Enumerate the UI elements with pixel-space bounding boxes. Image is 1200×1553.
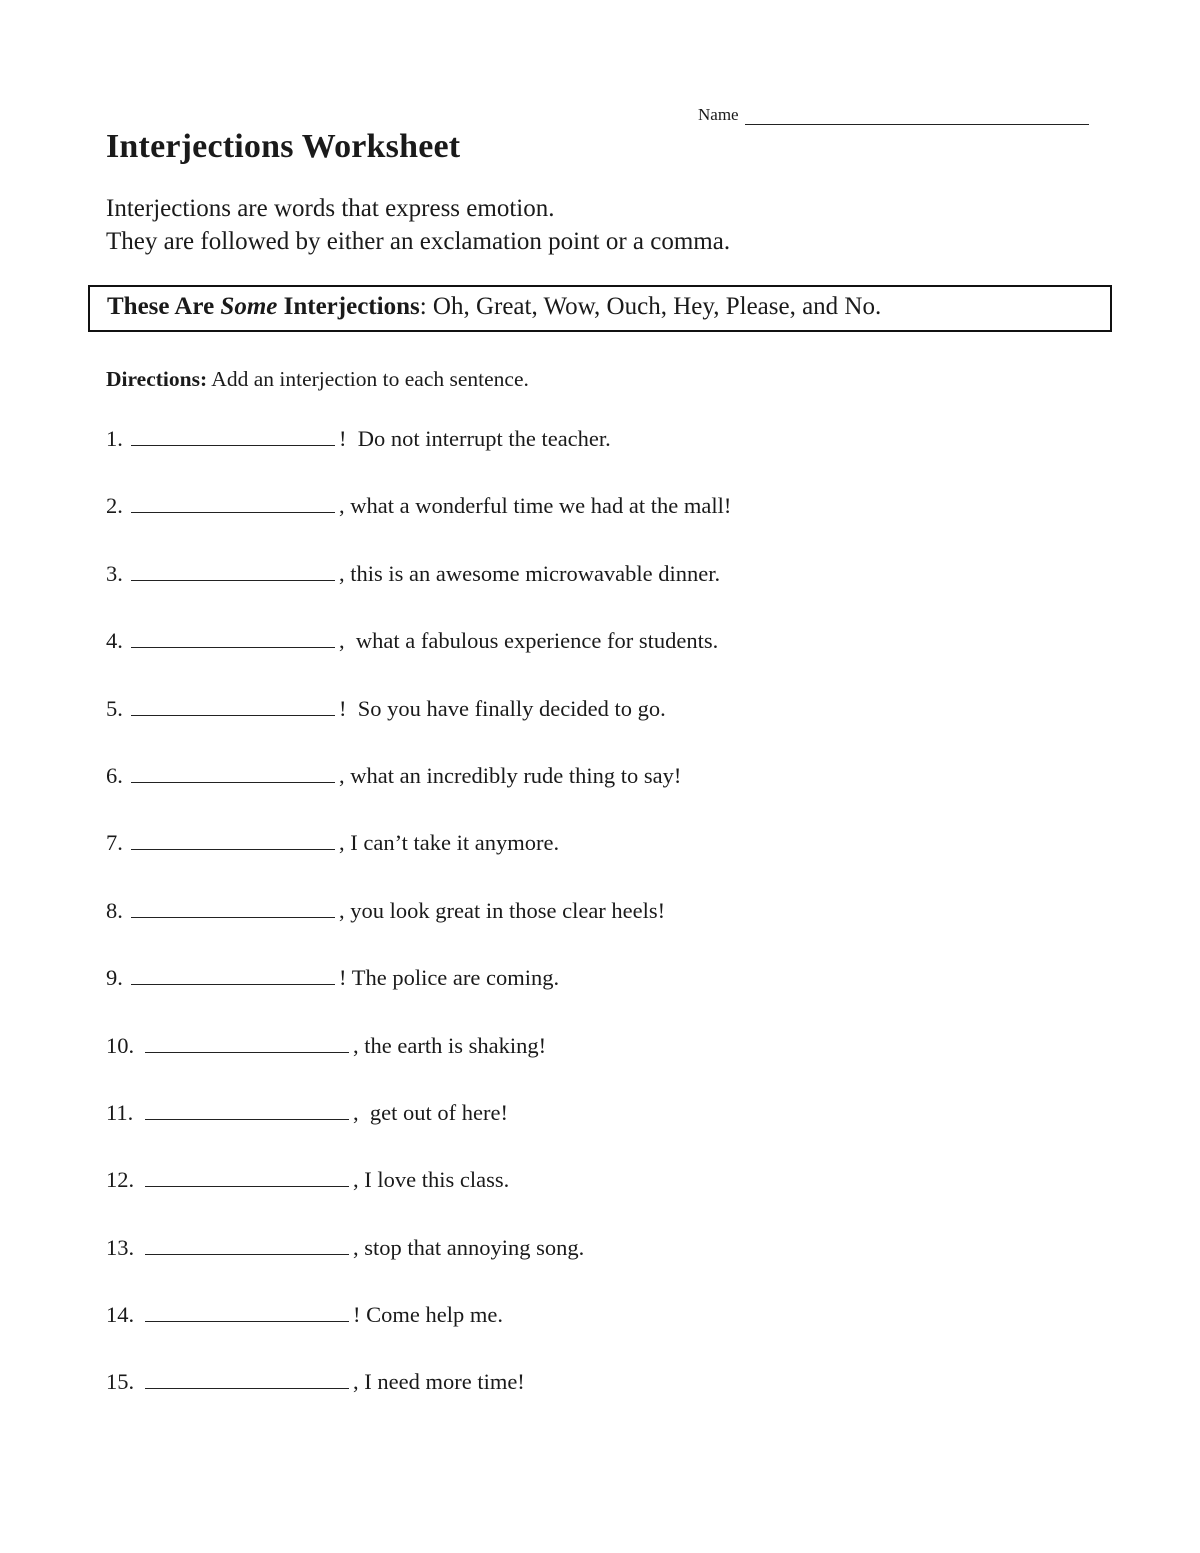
item-sentence: , I need more time! [353, 1369, 525, 1395]
exercise-item [106, 1302, 731, 1369]
item-number: 13. [106, 1234, 135, 1260]
item-number: 2. [106, 493, 123, 519]
exercise-item [106, 1167, 731, 1234]
exercise-item [106, 696, 731, 763]
answer-blank[interactable] [131, 629, 335, 648]
exercise-item [106, 830, 731, 897]
intro-line-2: They are followed by either an exclamation point or a comma. [106, 228, 731, 255]
box-label-italic: Some [220, 293, 278, 320]
exercise-item [106, 1235, 731, 1302]
answer-blank[interactable] [145, 1034, 349, 1053]
item-number: 4. [106, 628, 123, 654]
item-sentence: ! Do not interrupt the teacher. [339, 426, 611, 451]
item-sentence: ! So you have finally decided to go. [339, 695, 666, 721]
item-sentence: , stop that annoying song. [353, 1234, 585, 1260]
answer-blank[interactable] [145, 1168, 349, 1187]
item-sentence: , this is an awesome microwavable dinner. [339, 560, 721, 586]
item-number: 14. [106, 1302, 135, 1328]
exercise-item [106, 1369, 731, 1436]
answer-blank[interactable] [145, 1370, 349, 1389]
item-number: 12. [106, 1167, 135, 1193]
answer-blank[interactable] [131, 494, 335, 513]
worksheet-title: Interjections Worksheet [106, 128, 461, 165]
item-number: 3. [106, 560, 123, 586]
exercise-item [106, 1033, 731, 1100]
name-field-row [698, 104, 1089, 125]
intro-line-1: Interjections are words that express emotion. [106, 195, 555, 222]
answer-blank[interactable] [131, 899, 335, 918]
answer-blank[interactable] [145, 1101, 349, 1120]
answer-blank[interactable] [145, 1236, 349, 1255]
name-blank-line[interactable] [745, 104, 1089, 125]
item-number: 8. [106, 897, 123, 923]
interjections-box [88, 285, 1112, 332]
item-sentence: , you look great in those clear heels! [339, 897, 666, 923]
exercise-list [106, 426, 731, 1437]
answer-blank[interactable] [131, 831, 335, 850]
item-number: 15. [106, 1369, 135, 1395]
answer-blank[interactable] [131, 697, 335, 716]
box-label-part1: These Are [107, 293, 215, 320]
item-number: 7. [106, 830, 123, 856]
item-number: 11. [106, 1099, 134, 1125]
directions-text: Add an interjection to each sentence. [207, 367, 529, 391]
exercise-item [106, 1100, 731, 1167]
item-number: 5. [106, 695, 123, 721]
answer-blank[interactable] [131, 764, 335, 783]
exercise-item [106, 898, 731, 965]
intro-text [106, 192, 730, 258]
item-number: 10. [106, 1032, 135, 1058]
item-number: 6. [106, 762, 123, 788]
directions-label: Directions: [106, 367, 208, 391]
item-number: 1. [106, 426, 123, 451]
answer-blank[interactable] [145, 1303, 349, 1322]
answer-blank[interactable] [131, 562, 335, 581]
item-sentence: , I can’t take it anymore. [339, 830, 560, 856]
exercise-item [106, 493, 731, 560]
item-sentence: , what a wonderful time we had at the mall! [339, 493, 732, 519]
directions [106, 367, 529, 392]
answer-blank[interactable] [131, 966, 335, 985]
item-sentence: , I love this class. [353, 1167, 510, 1193]
exercise-item [106, 628, 731, 695]
item-sentence: ! Come help me. [353, 1302, 503, 1328]
exercise-item [106, 426, 731, 493]
item-sentence: , what an incredibly rude thing to say! [339, 762, 682, 788]
exercise-item [106, 763, 731, 830]
item-number: 9. [106, 965, 123, 991]
item-sentence: , the earth is shaking! [353, 1032, 547, 1058]
item-sentence: , what a fabulous experience for students. [339, 628, 719, 654]
item-sentence: , get out of here! [353, 1099, 508, 1125]
box-label-part2: Interjections [283, 293, 420, 320]
name-label: Name [698, 105, 739, 124]
item-sentence: ! The police are coming. [339, 965, 560, 991]
answer-blank[interactable] [131, 427, 335, 446]
interjection-list: : Oh, Great, Wow, Ouch, Hey, Please, and No. [419, 293, 882, 320]
exercise-item [106, 965, 731, 1032]
exercise-item [106, 561, 731, 628]
